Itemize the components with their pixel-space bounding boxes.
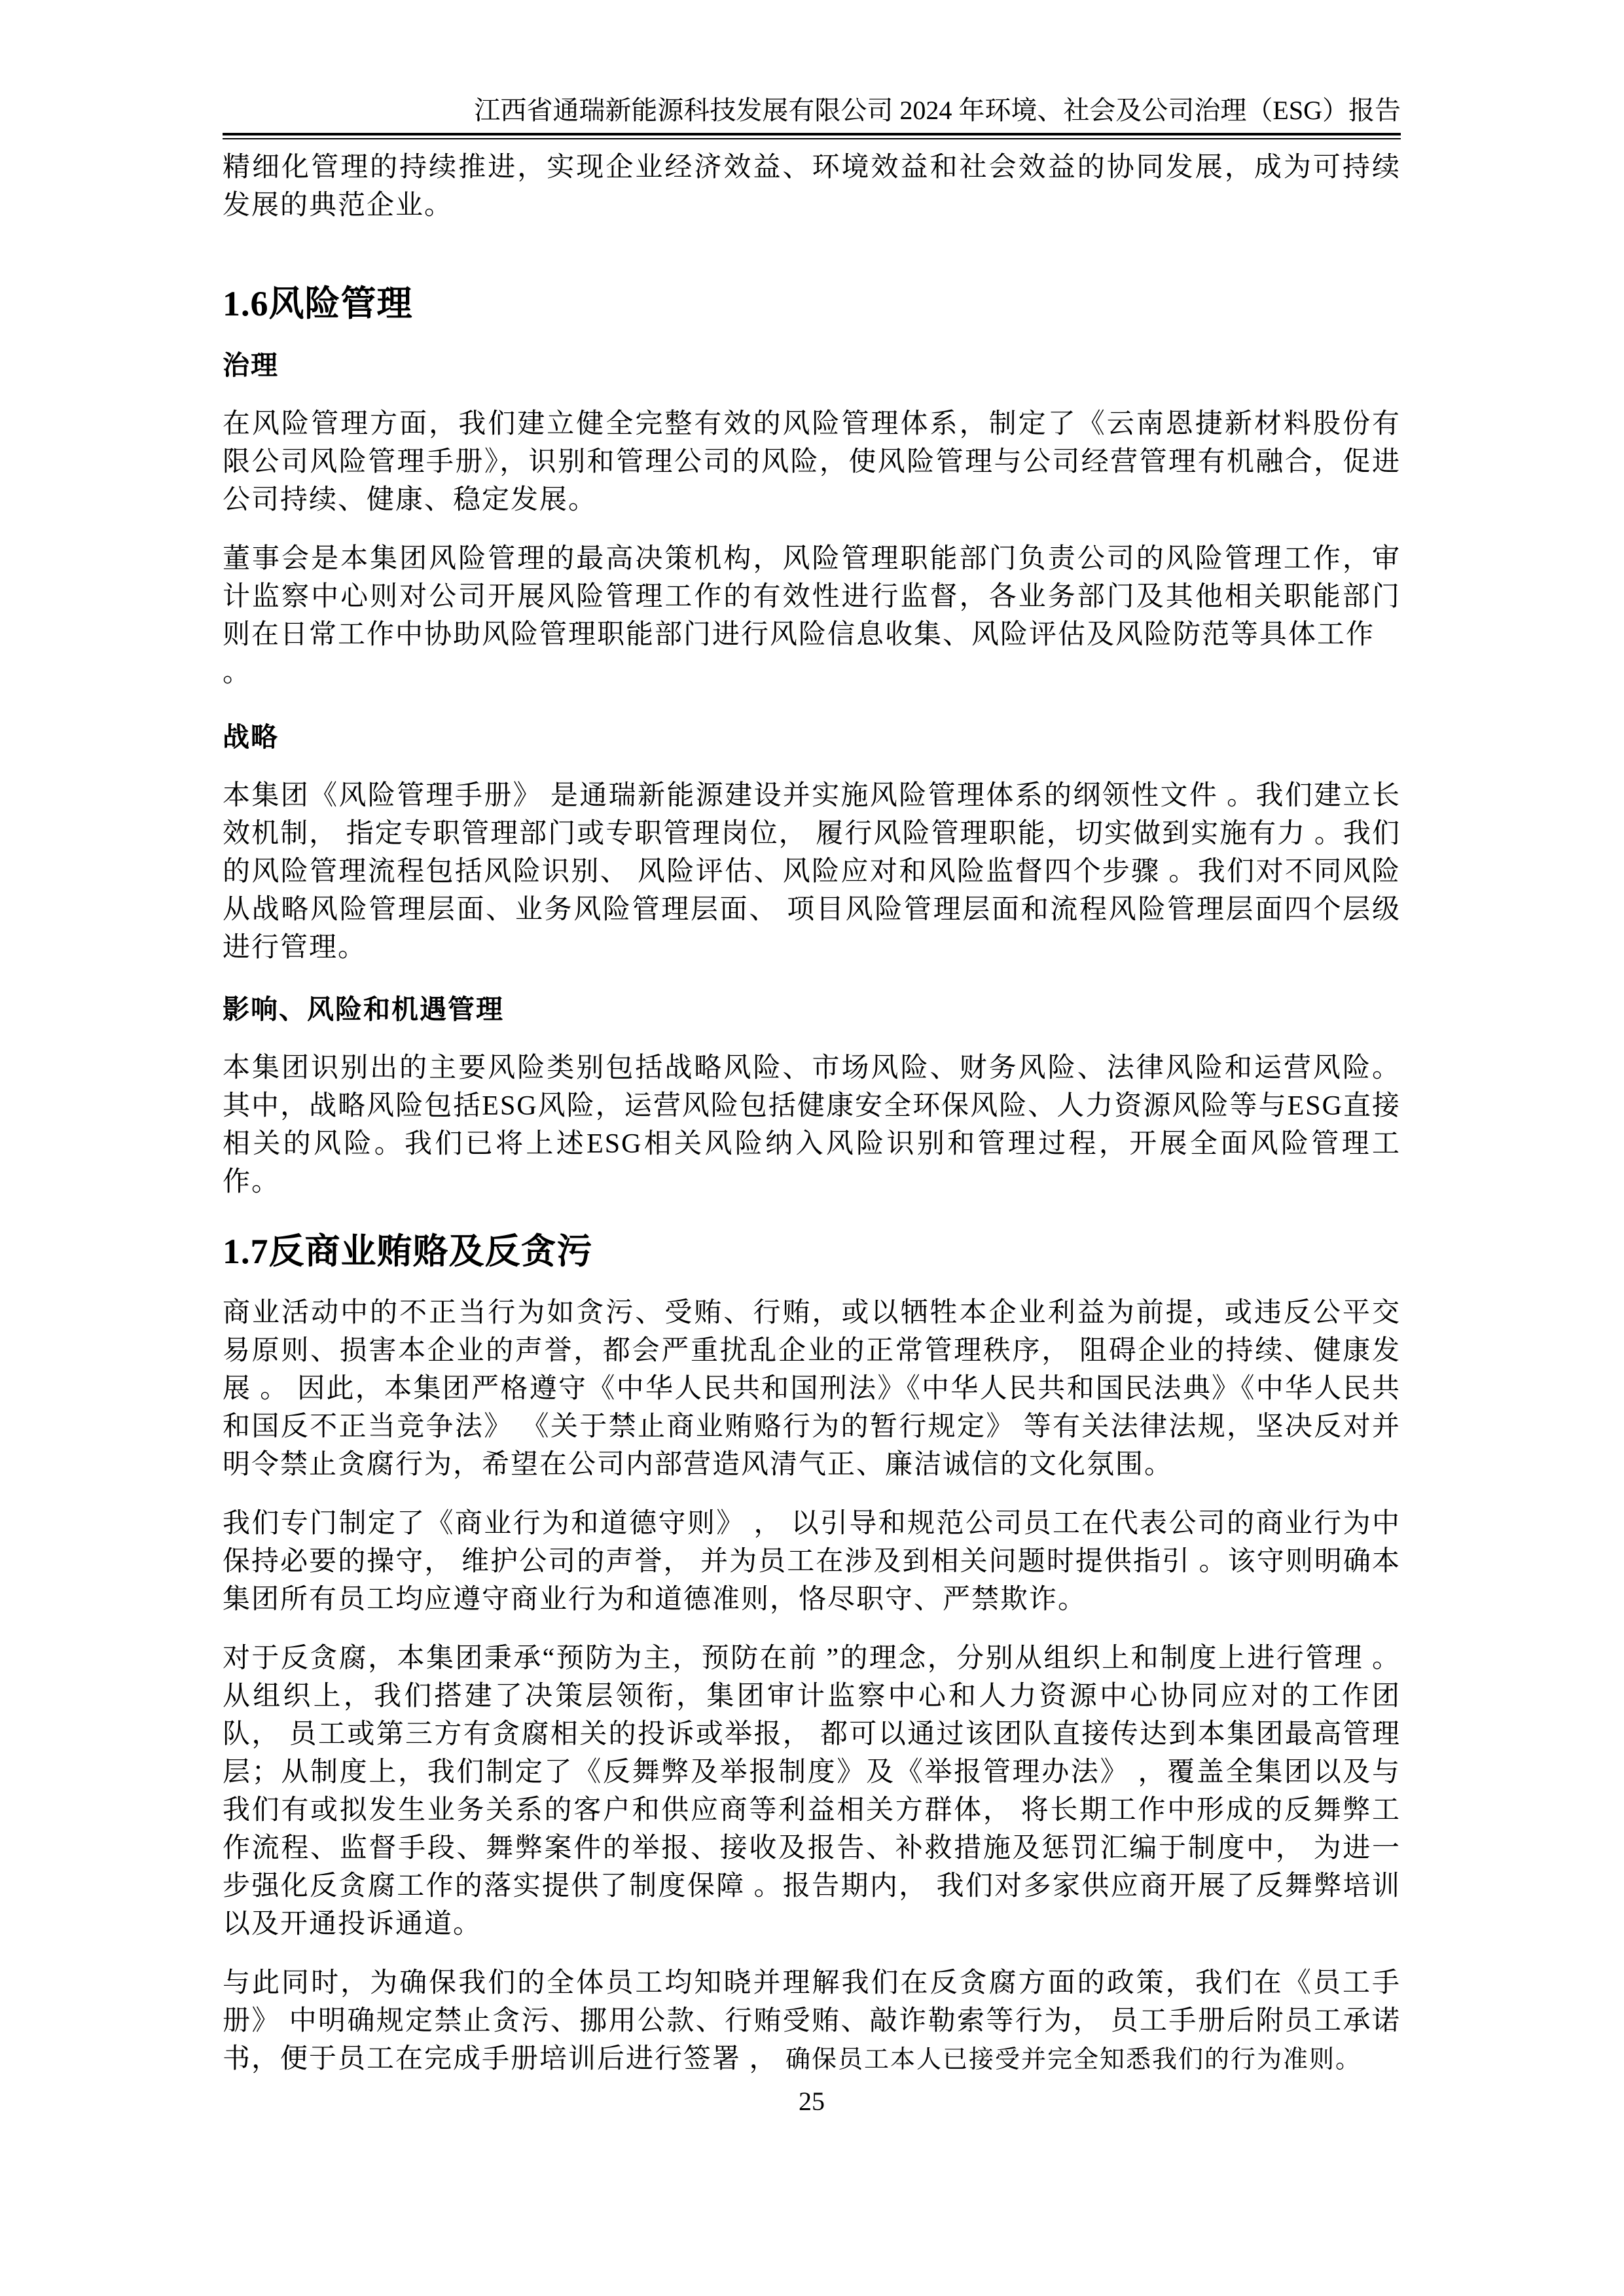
subheading-impact-risk-opportunity: 影响、风险和机遇管理 bbox=[223, 994, 504, 1024]
paragraph-antibribery-3: 对于反贪腐，本集团秉承“预防为主，预防在前 ”的理念，分别从组织上和制度上进行管理 。从组织上，我们搭建了决策层领衔，集团审计监察中心和人力资源中心协同应对的工作团队， 员工或第三方有贪腐相关的投诉或举报， 都可以通过该团队直接传达到本集团最高管理层；从制度上，我们制定了《反舞弊及举报制度》及《举报管理办法》 ，覆盖全集团以及与我们有或拟发生业务关系的客户和供应商等利益相关方群体， 将长期工作中形成的反舞弊工作流程、监督手段、舞弊案件的举报、接收及报告、补救措施及惩罚汇编于制度中， 为进一步强化反贪腐工作的落实提供了制度保障 。报告期内， 我们对多家供应商开展了反舞弊培训以及开通投诉通道。 bbox=[223, 1643, 1401, 1939]
paragraph-governance-2 bbox=[223, 540, 1401, 692]
paragraph-antibribery-4 bbox=[223, 1964, 1401, 2079]
section-heading-1-7: 1.7反商业贿赂及反贪污 bbox=[223, 1232, 593, 1271]
paragraph-governance-1: 在风险管理方面，我们建立健全完整有效的风险管理体系，制定了《云南恩捷新材料股份有限公司风险管理手册》，识别和管理公司的风险，使风险管理与公司经营管理有机融合，促进公司持续、健康、稳定发展。 bbox=[223, 409, 1401, 515]
paragraph-antibribery-2: 我们专门制定了《商业行为和道德守则》 ， 以引导和规范公司员工在代表公司的商业行为中保持必要的操守， 维护公司的声誉， 并为员工在涉及到相关问题时提供指引 。该守则明确本集团所有员工均应遵守商业行为和道德准则，恪尽职守、严禁欺诈。 bbox=[223, 1509, 1401, 1615]
paragraph-impact-1: 本集团识别出的主要风险类别包括战略风险、市场风险、财务风险、法律风险和运营风险。其中，战略风险包括ESG风险，运营风险包括健康安全环保风险、人力资源风险等与ESG直接相关的风险。我们已将上述ESG相关风险纳入风险识别和管理过程，开展全面风险管理工作。 bbox=[223, 1053, 1401, 1197]
paragraph-antibribery-4-small-text: 确保员工本人已接受并完全知悉我们的行为准则。 bbox=[778, 2046, 1362, 2073]
paragraph-strategy-1: 本集团《风险管理手册》 是通瑞新能源建设并实施风险管理体系的纲领性文件 。我们建立长效机制， 指定专职管理部门或专职管理岗位， 履行风险管理职能，切实做到实施有力 。我们的风险管理流程包括风险识别、 风险评估、风险应对和风险监督四个步骤 。我们对不同风险从战略风险管理层面、业务风险管理层面、 项目风险管理层面和流程风险管理层面四个层级进行管理。 bbox=[223, 781, 1401, 963]
page-header bbox=[223, 94, 1401, 139]
paragraph-antibribery-4-text: 与此同时，为确保我们的全体员工均知晓并理解我们在反贪腐方面的政策，我们在《员工手册》 中明确规定禁止贪污、挪用公款、行贿受贿、敲诈勒索等行为， 员工手册后附员工承诺书，便于员工在完成手册培训后进行签署 ， bbox=[223, 1968, 1401, 2074]
header-title: 江西省通瑞新能源科技发展有限公司 2024 年环境、社会及公司治理（ESG）报告 bbox=[474, 96, 1401, 125]
subheading-governance: 治理 bbox=[223, 350, 279, 380]
paragraph-governance-2-text: 董事会是本集团风险管理的最高决策机构，风险管理职能部门负责公司的风险管理工作，审计监察中心则对公司开展风险管理工作的有效性进行监督，各业务部门及其他相关职能部门则在日常工作中协助风险管理职能部门进行风险信息收集、风险评估及风险防范等具体工作 bbox=[223, 544, 1401, 650]
header-rule bbox=[223, 133, 1401, 139]
paragraph-antibribery-1: 商业活动中的不正当行为如贪污、受贿、行贿，或以牺牲本企业利益为前提，或违反公平交易原则、损害本企业的声誉，都会严重扰乱企业的正常管理秩序， 阻碍企业的持续、健康发展 。 因此，本集团严格遵守《中华人民共和国刑法》《中华人民共和国民法典》《中华人民共和国反不正当竞争法》 《关于禁止商业贿赂行为的暂行规定》 等有关法律法规，坚决反对并明令禁止贪腐行为，希望在公司内部营造风清气正、廉洁诚信的文化氛围。 bbox=[223, 1298, 1401, 1480]
paragraph-intro: 精细化管理的持续推进，实现企业经济效益、环境效益和社会效益的协同发展，成为可持续发展的典范企业。 bbox=[223, 152, 1401, 221]
subheading-strategy: 战略 bbox=[223, 722, 279, 752]
section-heading-1-6: 1.6风险管理 bbox=[223, 284, 413, 323]
page-number: 25 bbox=[799, 2087, 825, 2116]
paragraph-governance-2-orphan-period: 。 bbox=[223, 658, 252, 688]
